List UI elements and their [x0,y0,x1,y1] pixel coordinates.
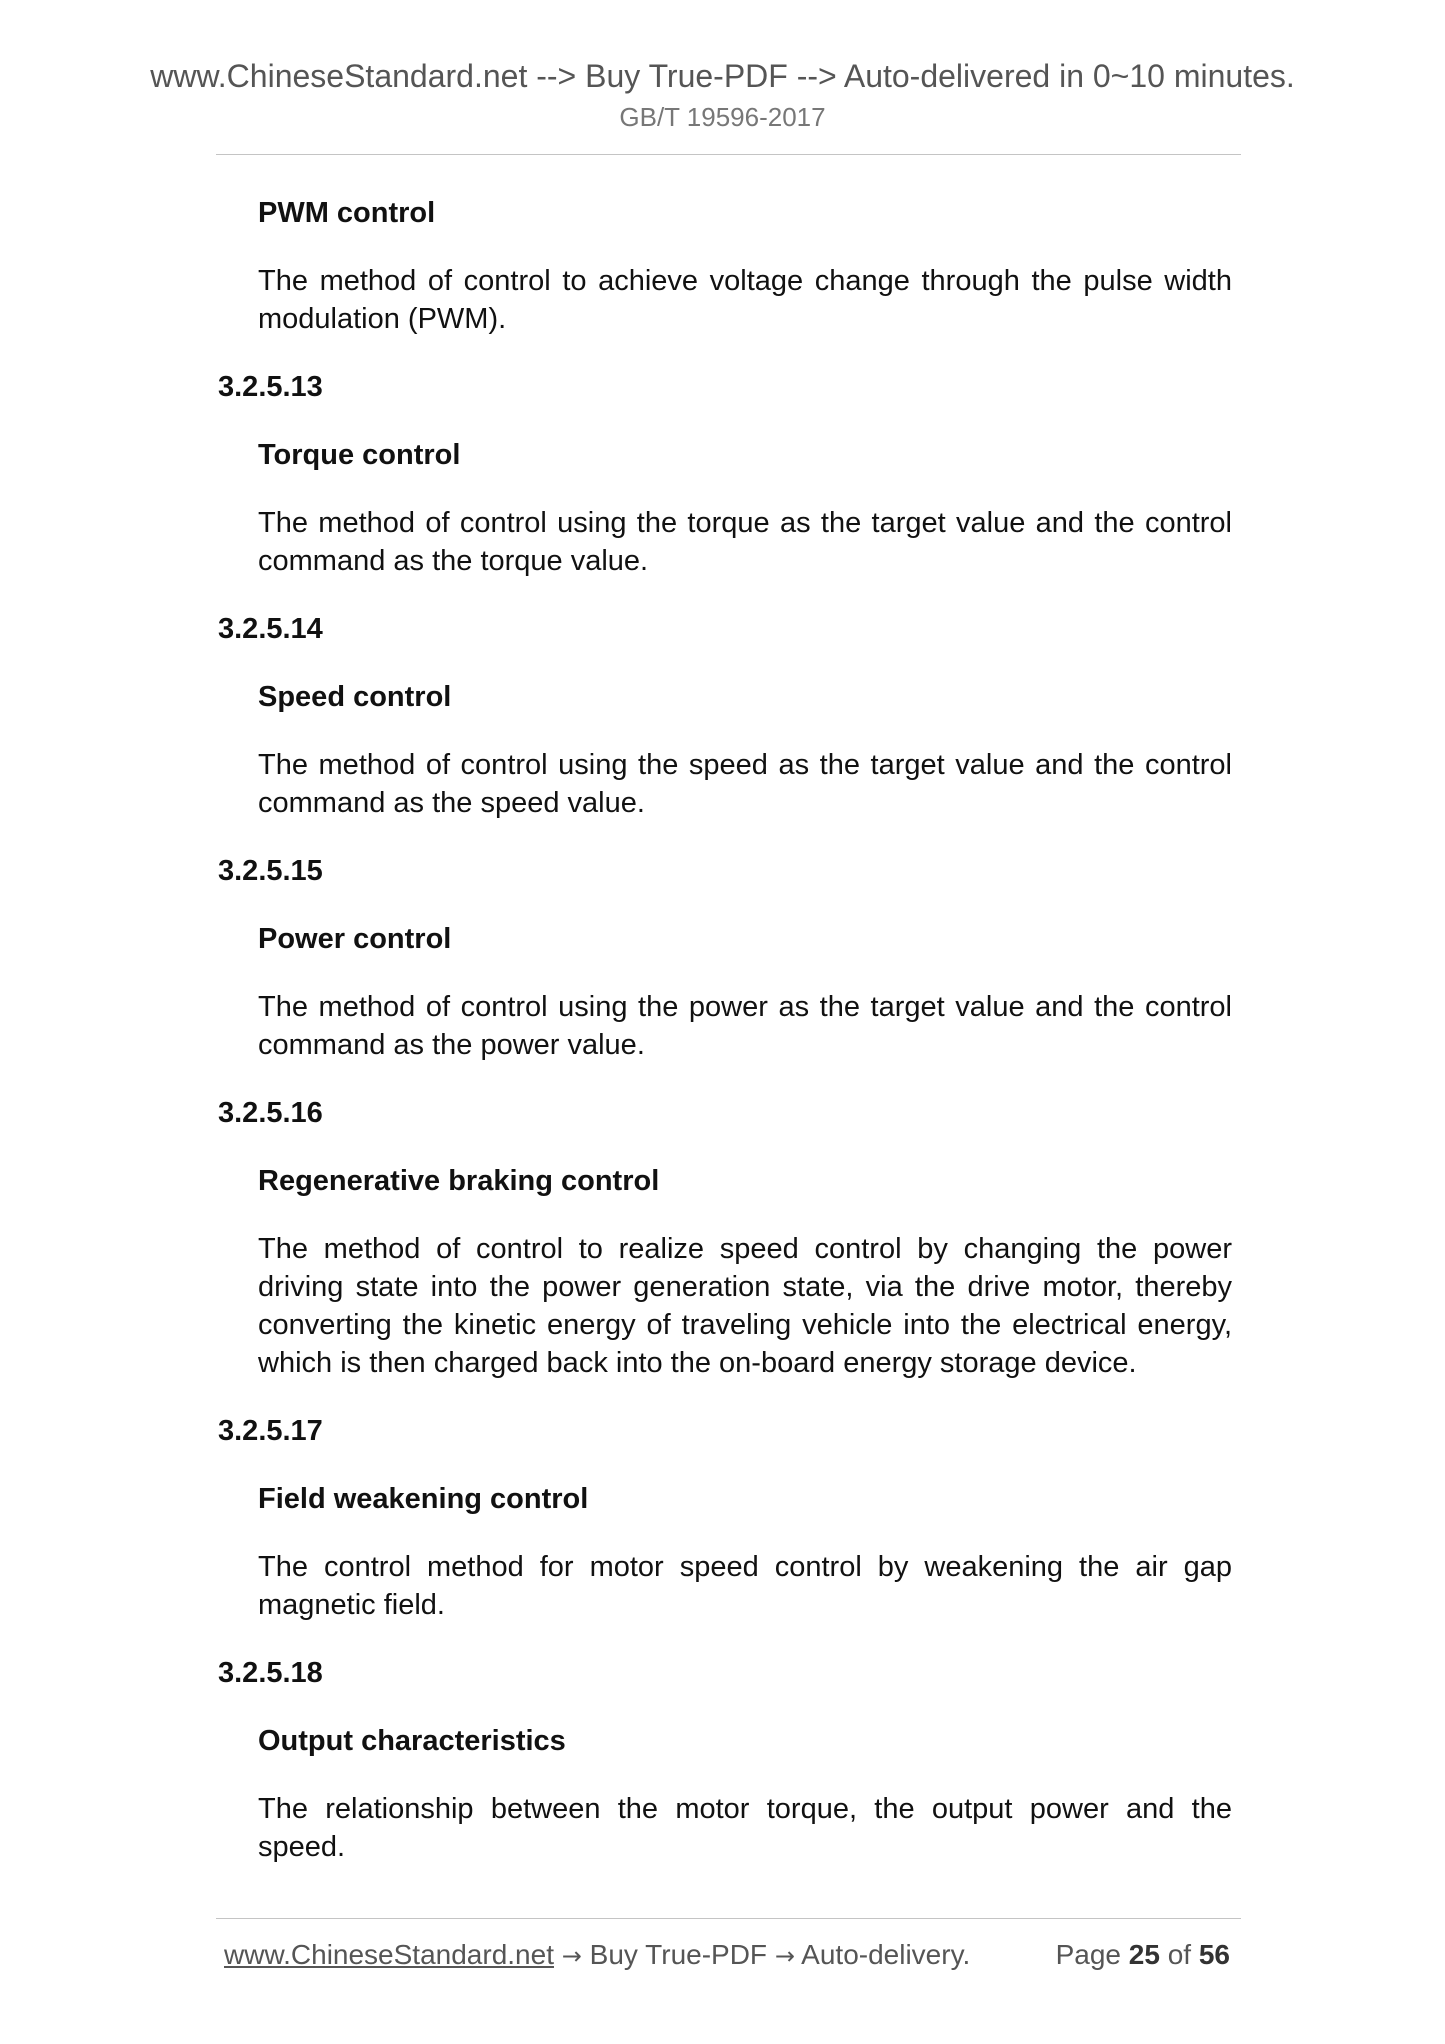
term-title: Regenerative braking control [258,1165,660,1197]
term-title: Output characteristics [258,1725,566,1757]
of-word: of [1167,1939,1192,1970]
term-definition: The control method for motor speed control by weakening the air gap magnetic field. [258,1551,1232,1621]
page-total: 56 [1198,1939,1230,1970]
term-title: Torque control [258,439,461,471]
page-footer [224,1936,1230,1975]
term-definition: The relationship between the motor torque, the output power and the speed. [258,1793,1232,1863]
clause-number: 3.2.5.16 [218,1097,323,1129]
term-title: PWM control [258,197,436,229]
document-body [218,194,1238,1896]
footer-promo [224,1936,970,1975]
header-banner: www.ChineseStandard.net --> Buy True-PDF --> Auto-delivered in 0~10 minutes. [150,58,1295,94]
term-title: Power control [258,923,452,955]
term-title: Field weakening control [258,1483,589,1515]
page-indicator [1056,1936,1230,1974]
term-title: Speed control [258,681,452,713]
standard-code: GB/T 19596-2017 [619,102,826,132]
footer-divider [216,1918,1241,1919]
clause-number: 3.2.5.13 [218,371,323,403]
term-definition: The method of control using the speed as the target value and the control command as the speed value. [258,749,1232,819]
right-arrow-icon: → [561,1942,582,1970]
header-divider [216,154,1241,155]
clause-number: 3.2.5.15 [218,855,323,887]
site-link[interactable]: www.ChineseStandard.net [224,1939,554,1970]
term-definition: The method of control to realize speed control by changing the power driving state into the power generation state, via the drive motor, thereby converting the kinetic energy of traveling vehicle into the electrical energy, which is then charged back into the on-board energy storage device. [258,1233,1232,1379]
term-definition: The method of control to achieve voltage change through the pulse width modulation (PWM). [258,265,1232,335]
clause-number: 3.2.5.14 [218,613,323,645]
clause-number: 3.2.5.18 [218,1657,323,1689]
term-definition: The method of control using the power as the target value and the control command as the power value. [258,991,1232,1061]
right-arrow-icon: → [774,1942,795,1970]
buy-pdf-text: Buy True-PDF [589,1939,768,1970]
term-definition: The method of control using the torque as the target value and the control command as the torque value. [258,507,1232,577]
clause-number: 3.2.5.17 [218,1415,323,1447]
auto-delivery-text: Auto-delivery. [801,1939,971,1970]
page-word: Page [1055,1939,1121,1970]
page-current: 25 [1128,1939,1160,1970]
page-header [0,56,1445,134]
